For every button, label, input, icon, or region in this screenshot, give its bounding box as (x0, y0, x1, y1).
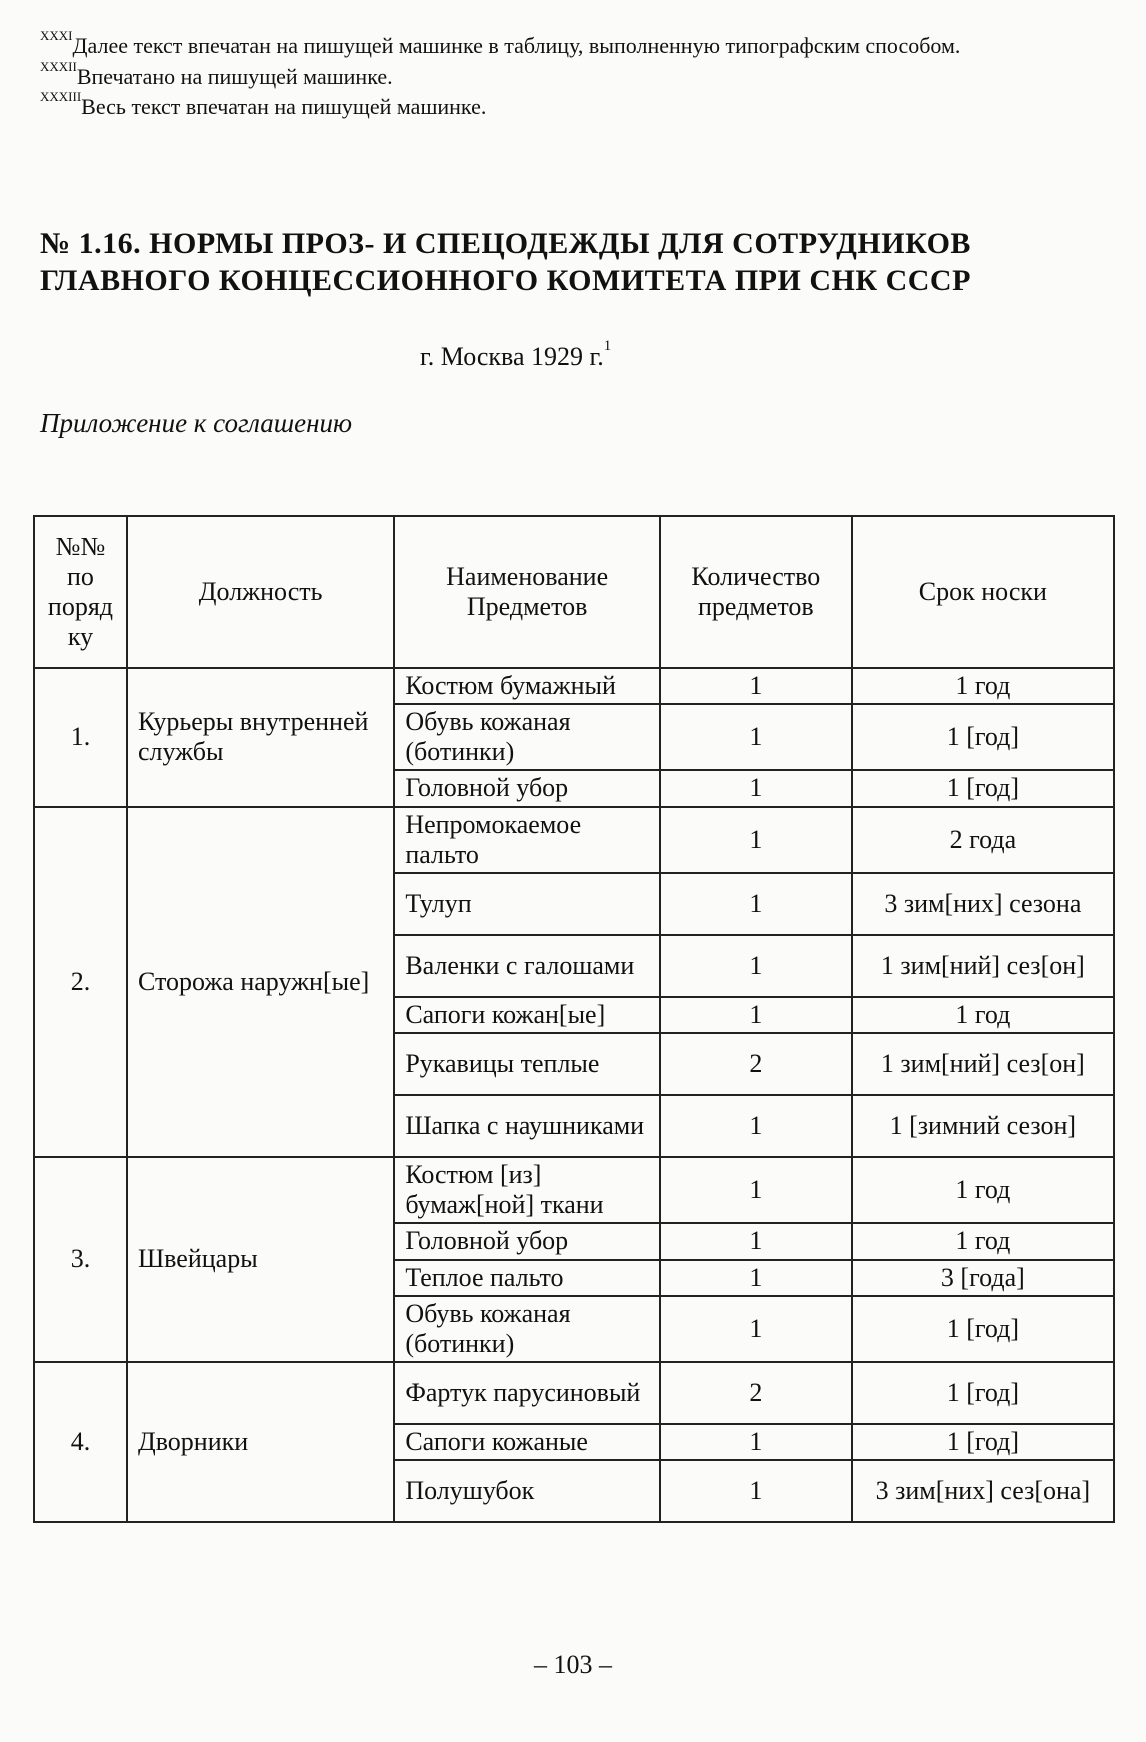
item-name-cell: Теплое пальто (394, 1260, 660, 1296)
norms-table (33, 515, 1115, 1523)
quantity-cell: 1 (660, 1260, 852, 1296)
term-cell: 1 [год] (852, 770, 1114, 806)
footnotes (40, 28, 1110, 124)
table-header-row (34, 516, 1114, 668)
item-name-cell: Костюм бумажный (394, 668, 660, 704)
item-name-cell: Полушубок (394, 1460, 660, 1522)
quantity-cell: 1 (660, 1424, 852, 1460)
footnote (40, 58, 1110, 92)
quantity-cell: 1 (660, 1095, 852, 1157)
table-row (34, 1157, 1114, 1223)
page-number: – 103 – (534, 1650, 612, 1679)
item-name-cell: Сапоги кожаные (394, 1424, 660, 1460)
term-cell: 3 [года] (852, 1260, 1114, 1296)
header-item: Наименование Предметов (394, 516, 660, 668)
term-cell: 1 зим[ний] сез[он] (852, 1033, 1114, 1095)
footnote-mark: XXXI (40, 28, 73, 43)
term-cell: 1 [год] (852, 1424, 1114, 1460)
item-name-cell: Шапка с наушниками (394, 1095, 660, 1157)
item-name-cell: Фартук парусиновый (394, 1362, 660, 1424)
footnote (40, 89, 1110, 122)
item-name-cell: Сапоги кожан[ые] (394, 997, 660, 1033)
item-name-cell: Непромокаемое пальто (394, 807, 660, 873)
footnote-mark: XXXIII (40, 89, 82, 105)
item-name-cell: Рукавицы теплые (394, 1033, 660, 1095)
quantity-cell: 1 (660, 935, 852, 997)
term-cell: 2 года (852, 807, 1114, 873)
position-cell: Курьеры внутренней службы (127, 668, 394, 807)
quantity-cell: 1 (660, 873, 852, 935)
row-number: 1. (34, 668, 127, 807)
quantity-cell: 2 (660, 1362, 852, 1424)
header-number: №№ по поряд ку (34, 516, 127, 668)
item-name-cell: Валенки с галошами (394, 935, 660, 997)
row-number: 2. (34, 807, 127, 1157)
term-cell: 3 зим[них] сез[она] (852, 1460, 1114, 1522)
item-name-cell: Головной убор (394, 770, 660, 806)
quantity-cell: 2 (660, 1033, 852, 1095)
quantity-cell: 1 (660, 704, 852, 770)
position-cell: Швейцары (127, 1157, 394, 1362)
table-row (34, 668, 1114, 704)
quantity-cell: 1 (660, 1223, 852, 1259)
item-name-cell: Костюм [из] бумаж[ной] ткани (394, 1157, 660, 1223)
footnote-mark: XXXII (40, 58, 77, 74)
header-position: Должность (127, 516, 394, 668)
item-name-cell: Обувь кожаная (ботинки) (394, 704, 660, 770)
row-number: 4. (34, 1362, 127, 1522)
footnote-text: Впечатано на пишущей машинке. (76, 63, 393, 89)
position-cell: Дворники (127, 1362, 394, 1522)
term-cell: 1 [год] (852, 1362, 1114, 1424)
term-cell: 1 [год] (852, 1296, 1114, 1362)
quantity-cell: 1 (660, 1157, 852, 1223)
footnote-text: Далее текст впечатан на пишущей машинке в таблицу, выполненную типографским способом. (72, 33, 961, 58)
table-body (34, 668, 1114, 1522)
item-name-cell: Головной убор (394, 1223, 660, 1259)
term-cell: 1 год (852, 997, 1114, 1033)
place-date-footnote-ref: 1 (603, 338, 612, 354)
term-cell: 1 зим[ний] сез[он] (852, 935, 1114, 997)
table-row (34, 807, 1114, 873)
term-cell: 1 год (852, 1157, 1114, 1223)
quantity-cell: 1 (660, 1460, 852, 1522)
place-date-text: г. Москва 1929 г. (420, 342, 604, 371)
appendix-label: Приложение к соглашению (40, 408, 353, 438)
term-cell: 1 [год] (852, 704, 1114, 770)
term-cell: 1 год (852, 668, 1114, 704)
term-cell: 1 год (852, 1223, 1114, 1259)
place-date (420, 338, 612, 372)
term-cell: 1 [зимний сезон] (852, 1095, 1114, 1157)
quantity-cell: 1 (660, 770, 852, 806)
quantity-cell: 1 (660, 997, 852, 1033)
quantity-cell: 1 (660, 1296, 852, 1362)
document-title: № 1.16. НОРМЫ ПРОЗ- И СПЕЦОДЕЖДЫ ДЛЯ СОТРУДНИКОВ ГЛАВНОГО КОНЦЕССИОННОГО КОМИТЕТА ПРИ СНК СССР (40, 227, 971, 297)
term-cell: 3 зим[них] сезона (852, 873, 1114, 935)
quantity-cell: 1 (660, 807, 852, 873)
position-cell: Сторожа наружн[ые] (127, 807, 394, 1157)
item-name-cell: Обувь кожаная (ботинки) (394, 1296, 660, 1362)
item-name-cell: Тулуп (394, 873, 660, 935)
header-quantity: Количество предметов (660, 516, 852, 668)
footnote-text: Весь текст впечатан на пишущей машинке. (81, 94, 487, 120)
row-number: 3. (34, 1157, 127, 1362)
footnote (40, 28, 1110, 61)
quantity-cell: 1 (660, 668, 852, 704)
table-row (34, 1362, 1114, 1424)
header-term: Срок носки (852, 516, 1114, 668)
